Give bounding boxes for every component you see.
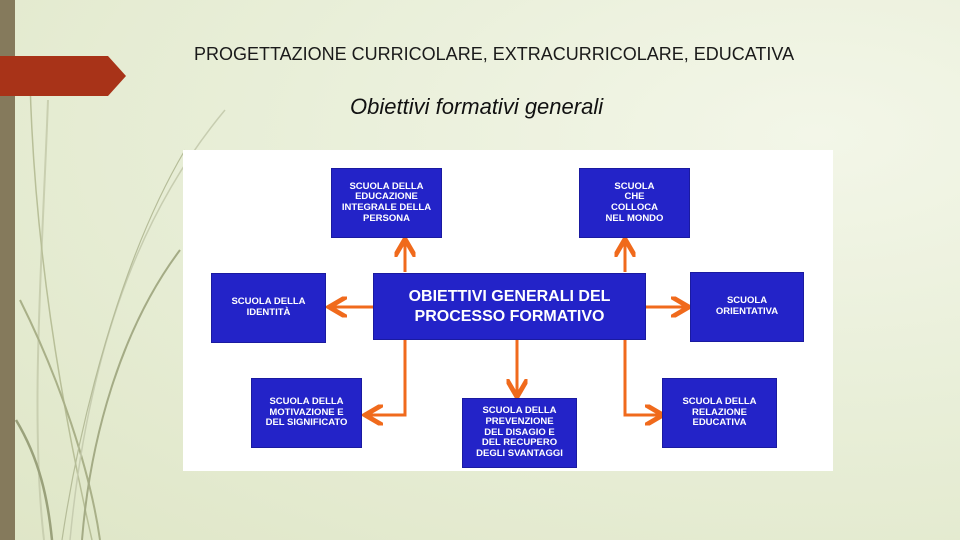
arrow-to-relazione: [625, 340, 660, 415]
node-prevenzione: [462, 398, 577, 468]
node-educazione: [331, 168, 442, 238]
slide-header: PROGETTAZIONE CURRICOLARE, EXTRACURRICOLARE, EDUCATIVA: [194, 44, 795, 64]
node-educazione-label: SCUOLA DELLA EDUCAZIONE INTEGRALE DELLA PERSONA: [341, 180, 432, 224]
node-relazione-label: SCUOLA DELLA RELAZIONE EDUCATIVA: [682, 396, 757, 429]
node-center: [373, 273, 646, 340]
node-prevenzione-label: SCUOLA DELLA PREVENZIONE DEL DISAGIO E DEL RECUPERO DEGLI SVANTAGGI: [476, 405, 563, 459]
node-center-label: OBIETTIVI GENERALI DEL PROCESSO FORMATIVO: [408, 288, 611, 325]
node-identita-label: SCUOLA DELLA IDENTITÀ: [231, 296, 306, 318]
slide-subtitle: Obiettivi formativi generali: [350, 94, 604, 119]
title-accent-tab: [0, 56, 126, 96]
node-motivazione-label: SCUOLA DELLA MOTIVAZIONE E DEL SIGNIFICATO: [265, 396, 348, 429]
node-relazione: [662, 378, 777, 448]
node-mondo: [579, 168, 690, 238]
arrow-to-motivazione: [368, 340, 405, 415]
node-mondo-label: SCUOLA CHE COLLOCA NEL MONDO: [605, 180, 664, 224]
node-identita: [211, 273, 326, 343]
diagram-panel: [183, 150, 833, 471]
node-orientativa: [690, 272, 804, 342]
node-orientativa-label: SCUOLA ORIENTATIVA: [715, 295, 779, 317]
node-motivazione: [251, 378, 362, 448]
